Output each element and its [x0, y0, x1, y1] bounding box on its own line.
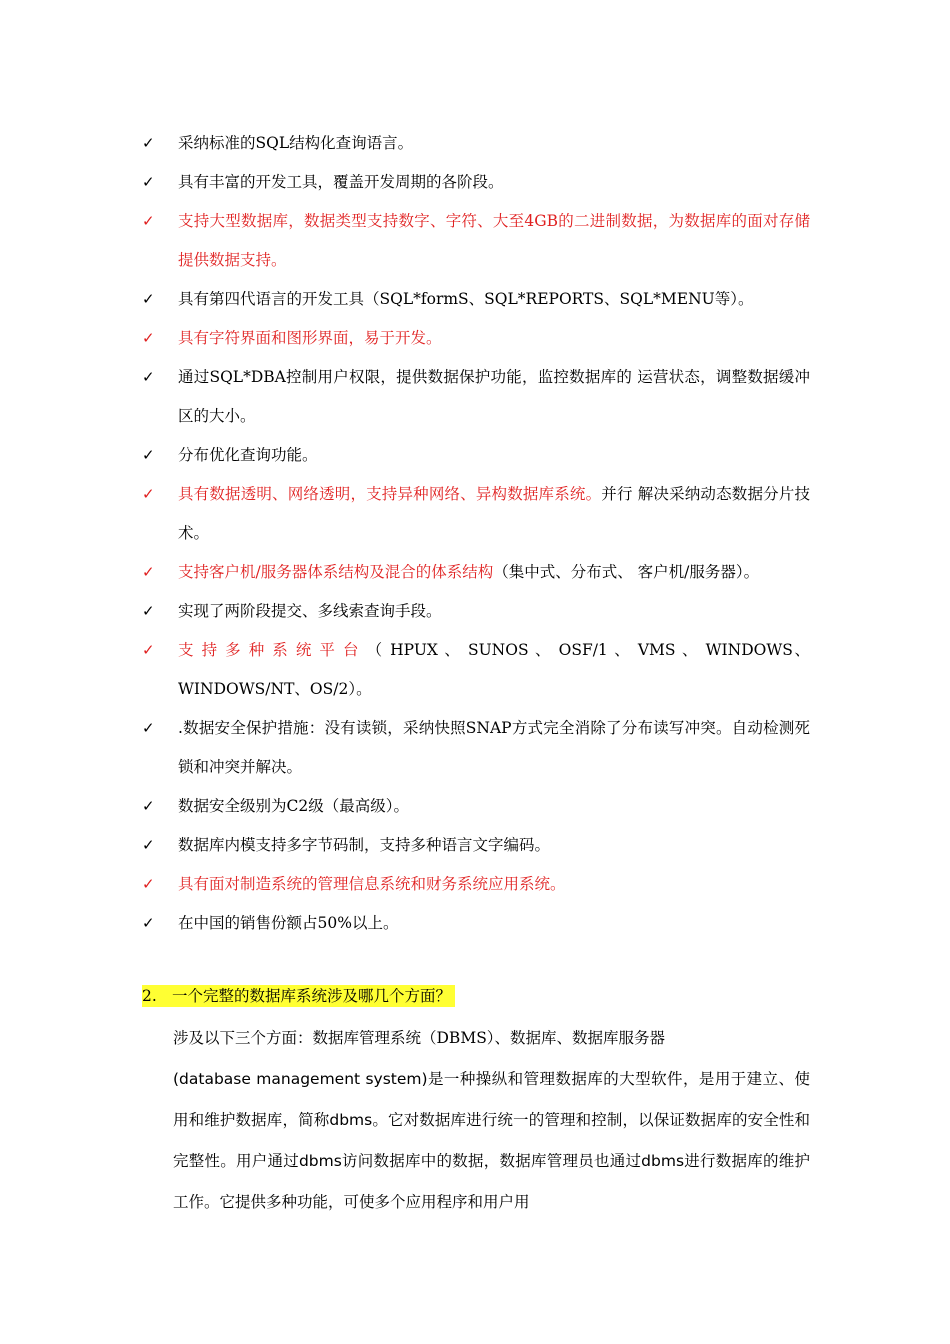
heading-title: 一个完整的数据库系统涉及哪几个方面？ [172, 987, 452, 1005]
checkmark-icon: ✓ [142, 290, 155, 308]
checkmark-icon: ✓ [142, 719, 155, 737]
heading-highlight [142, 985, 455, 1007]
list-item [142, 280, 810, 319]
list-item-tail: 并行 解决采纳动态数据分片技术。 [178, 485, 810, 542]
list-item-text: 采纳标准的SQL结构化查询语言。 [178, 134, 414, 152]
checkmark-icon: ✓ [142, 212, 155, 230]
list-item [142, 436, 810, 475]
list-item [142, 358, 810, 436]
list-item-text: 支持大型数据库，数据类型支持数字、字符、大至4GB的二进制数据，为数据库的面对存储提供数据支持。 [178, 212, 810, 269]
checkmark-icon: ✓ [142, 563, 155, 581]
list-item [142, 319, 810, 358]
checkmark-icon: ✓ [142, 797, 155, 815]
list-item-text: 支持客户机/服务器体系结构及混合的体系结构 [178, 563, 494, 581]
list-item-text: 具有数据透明、网络透明，支持异种网络、异构数据库系统。 [178, 485, 602, 503]
answer-body: (database management system)是一种操纵和管理数据库的大型软件，是用于建立、使用和维护数据库，简称dbms。它对数据库进行统一的管理和控制，以保证数据库的安全性和完整性。用户通过dbms访问数据库中的数据，数据库管理员也通过dbms进行数据库的维护工作。它提供多种功能，可使多个应用程序和用户用 [173, 1070, 810, 1211]
list-item [142, 904, 810, 943]
list-item-tail: （集中式、分布式、 客户机/服务器）。 [493, 563, 760, 581]
list-item [142, 631, 810, 709]
list-item [142, 202, 810, 280]
list-item [142, 553, 810, 592]
list-item-text: 实现了两阶段提交、多线索查询手段。 [178, 602, 442, 620]
list-item-text: .数据安全保护措施：没有读锁，采纳快照SNAP方式完全消除了分布读写冲突。自动检测死锁和冲突并解决。 [178, 719, 810, 776]
list-item [142, 787, 810, 826]
list-item [142, 865, 810, 904]
answer-paragraph [142, 1018, 810, 1223]
answer-first-line: 涉及以下三个方面：数据库管理系统（DBMS）、数据库、数据库服务器 [173, 1029, 666, 1047]
question-section [142, 982, 810, 1223]
checkmark-icon: ✓ [142, 641, 155, 659]
list-item [142, 475, 810, 553]
feature-list [142, 124, 810, 943]
list-item-text: 具有丰富的开发工具，覆盖开发周期的各阶段。 [178, 173, 504, 191]
list-item [142, 709, 810, 787]
list-item-text: 分布优化查询功能。 [178, 446, 318, 464]
list-item-tail: （ HPUX 、 SUNOS 、 OSF/1 、 VMS 、 WINDOWS、WINDOWS/NT、OS/2）。 [178, 641, 810, 698]
checkmark-icon: ✓ [142, 173, 155, 191]
list-item [142, 163, 810, 202]
list-item [142, 124, 810, 163]
list-item-text: 具有字符界面和图形界面，易于开发。 [178, 329, 442, 347]
checkmark-icon: ✓ [142, 485, 155, 503]
checkmark-icon: ✓ [142, 329, 155, 347]
checkmark-icon: ✓ [142, 875, 155, 893]
list-item-text: 在中国的销售份额占50%以上。 [178, 914, 399, 932]
checkmark-icon: ✓ [142, 602, 155, 620]
checkmark-icon: ✓ [142, 368, 155, 386]
list-item-text: 数据安全级别为C2级（最高级）。 [178, 797, 409, 815]
heading-number: 2. [142, 987, 157, 1005]
list-item-text: 支 持 多 种 系 统 平 台 [178, 641, 361, 659]
list-item-text: 具有面对制造系统的管理信息系统和财务系统应用系统。 [178, 875, 566, 893]
list-item [142, 826, 810, 865]
checkmark-icon: ✓ [142, 914, 155, 932]
section-heading [142, 982, 810, 1010]
list-item-text: 通过SQL*DBA控制用户权限，提供数据保护功能，监控数据库的 运营状态，调整数据缓冲区的大小。 [178, 368, 810, 425]
list-item [142, 592, 810, 631]
checkmark-icon: ✓ [142, 836, 155, 854]
list-item-text: 数据库内模支持多字节码制，支持多种语言文字编码。 [178, 836, 551, 854]
checkmark-icon: ✓ [142, 446, 155, 464]
checkmark-icon: ✓ [142, 134, 155, 152]
list-item-text: 具有第四代语言的开发工具（SQL*formS、SQL*REPORTS、SQL*MENU等）。 [178, 290, 754, 308]
